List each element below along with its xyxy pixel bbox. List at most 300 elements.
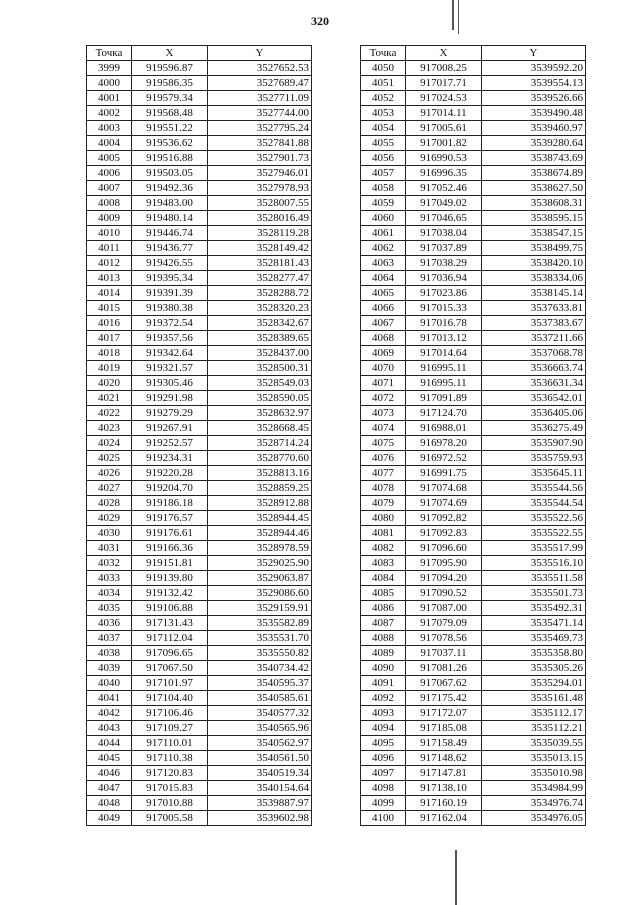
cell-x: 917109.27 xyxy=(132,721,208,736)
cell-y: 3535469.73 xyxy=(482,631,586,646)
table-row xyxy=(361,451,586,466)
cell-x: 919596.87 xyxy=(132,61,208,76)
cell-y: 3535013.15 xyxy=(482,751,586,766)
cell-x: 919321.57 xyxy=(132,361,208,376)
cell-point: 4026 xyxy=(87,466,132,481)
cell-point: 4013 xyxy=(87,271,132,286)
cell-x: 919503.05 xyxy=(132,166,208,181)
cell-y: 3538674.89 xyxy=(482,166,586,181)
cell-point: 4085 xyxy=(361,586,406,601)
table-row xyxy=(361,211,586,226)
table-row xyxy=(87,61,312,76)
cell-point: 4049 xyxy=(87,811,132,826)
cell-point: 4080 xyxy=(361,511,406,526)
table-row xyxy=(87,226,312,241)
cell-y: 3536542.01 xyxy=(482,391,586,406)
cell-y: 3528007.55 xyxy=(208,196,312,211)
table-row xyxy=(361,781,586,796)
cell-point: 4001 xyxy=(87,91,132,106)
cell-point: 4037 xyxy=(87,631,132,646)
cell-y: 3538145.14 xyxy=(482,286,586,301)
table-row xyxy=(87,406,312,421)
cell-point: 4099 xyxy=(361,796,406,811)
cell-x: 917078.56 xyxy=(406,631,482,646)
cell-x: 917038.04 xyxy=(406,226,482,241)
cell-x: 919234.31 xyxy=(132,451,208,466)
cell-y: 3538608.31 xyxy=(482,196,586,211)
scan-artifact-top xyxy=(452,0,454,30)
cell-x: 919551.22 xyxy=(132,121,208,136)
cell-y: 3535582.89 xyxy=(208,616,312,631)
cell-x: 919436.77 xyxy=(132,241,208,256)
cell-x: 917138.10 xyxy=(406,781,482,796)
cell-point: 4030 xyxy=(87,526,132,541)
table-row xyxy=(361,286,586,301)
cell-y: 3527689.47 xyxy=(208,76,312,91)
cell-x: 917014.64 xyxy=(406,346,482,361)
table-row xyxy=(361,466,586,481)
table-row xyxy=(87,811,312,826)
cell-x: 917087.00 xyxy=(406,601,482,616)
cell-point: 4015 xyxy=(87,301,132,316)
cell-y: 3529086.60 xyxy=(208,586,312,601)
cell-point: 4002 xyxy=(87,106,132,121)
cell-y: 3537633.81 xyxy=(482,301,586,316)
table-row xyxy=(87,331,312,346)
cell-x: 919536.62 xyxy=(132,136,208,151)
table-row xyxy=(87,451,312,466)
table-row xyxy=(87,421,312,436)
cell-y: 3535522.55 xyxy=(482,526,586,541)
cell-point: 4071 xyxy=(361,376,406,391)
cell-x: 917052.46 xyxy=(406,181,482,196)
cell-x: 917095.90 xyxy=(406,556,482,571)
cell-point: 4051 xyxy=(361,76,406,91)
cell-x: 917001.82 xyxy=(406,136,482,151)
table-row xyxy=(87,361,312,376)
cell-x: 917049.02 xyxy=(406,196,482,211)
cell-y: 3527841.88 xyxy=(208,136,312,151)
table-row xyxy=(87,526,312,541)
cell-point: 4024 xyxy=(87,436,132,451)
cell-x: 917081.26 xyxy=(406,661,482,676)
cell-x: 919220.28 xyxy=(132,466,208,481)
cell-x: 917067.50 xyxy=(132,661,208,676)
cell-point: 4027 xyxy=(87,481,132,496)
cell-x: 919139.80 xyxy=(132,571,208,586)
cell-x: 916991.75 xyxy=(406,466,482,481)
table-row xyxy=(87,301,312,316)
table-row xyxy=(87,766,312,781)
cell-x: 917162.04 xyxy=(406,811,482,826)
cell-x: 916988.01 xyxy=(406,421,482,436)
cell-y: 3538743.69 xyxy=(482,151,586,166)
cell-x: 919516.88 xyxy=(132,151,208,166)
cell-x: 919579.34 xyxy=(132,91,208,106)
cell-x: 919483.00 xyxy=(132,196,208,211)
table-row xyxy=(87,316,312,331)
cell-x: 917160.19 xyxy=(406,796,482,811)
cell-point: 4052 xyxy=(361,91,406,106)
table-row xyxy=(87,151,312,166)
cell-y: 3540595.37 xyxy=(208,676,312,691)
cell-point: 4070 xyxy=(361,361,406,376)
cell-x: 919132.42 xyxy=(132,586,208,601)
cell-point: 4088 xyxy=(361,631,406,646)
cell-x: 919395.34 xyxy=(132,271,208,286)
cell-y: 3538334.06 xyxy=(482,271,586,286)
cell-x: 917110.38 xyxy=(132,751,208,766)
cell-point: 4081 xyxy=(361,526,406,541)
cell-x: 917023.86 xyxy=(406,286,482,301)
table-row xyxy=(87,706,312,721)
table-row xyxy=(87,661,312,676)
cell-point: 4068 xyxy=(361,331,406,346)
table-row xyxy=(87,511,312,526)
cell-point: 4079 xyxy=(361,496,406,511)
table-row xyxy=(361,406,586,421)
cell-point: 4020 xyxy=(87,376,132,391)
table-row xyxy=(87,121,312,136)
table-row xyxy=(87,256,312,271)
header-x: X xyxy=(406,46,482,61)
table-row xyxy=(87,751,312,766)
cell-point: 4023 xyxy=(87,421,132,436)
coordinates-table-right xyxy=(360,45,586,826)
table-row xyxy=(87,181,312,196)
cell-y: 3528944.45 xyxy=(208,511,312,526)
cell-y: 3540561.50 xyxy=(208,751,312,766)
table-row xyxy=(87,436,312,451)
cell-point: 4038 xyxy=(87,646,132,661)
cell-point: 4089 xyxy=(361,646,406,661)
cell-y: 3527652.53 xyxy=(208,61,312,76)
cell-point: 4021 xyxy=(87,391,132,406)
cell-y: 3535112.21 xyxy=(482,721,586,736)
cell-y: 3528944.46 xyxy=(208,526,312,541)
cell-point: 4082 xyxy=(361,541,406,556)
cell-x: 919176.61 xyxy=(132,526,208,541)
table-row xyxy=(361,616,586,631)
cell-x: 919380.38 xyxy=(132,301,208,316)
cell-y: 3528181.43 xyxy=(208,256,312,271)
cell-y: 3540585.61 xyxy=(208,691,312,706)
table-row xyxy=(361,526,586,541)
cell-y: 3528288.72 xyxy=(208,286,312,301)
cell-y: 3534976.05 xyxy=(482,811,586,826)
table-row xyxy=(87,286,312,301)
cell-y: 3535492.31 xyxy=(482,601,586,616)
cell-x: 917110.01 xyxy=(132,736,208,751)
table-row xyxy=(361,361,586,376)
cell-x: 916990.53 xyxy=(406,151,482,166)
cell-point: 4010 xyxy=(87,226,132,241)
cell-point: 4055 xyxy=(361,136,406,151)
cell-x: 917104.40 xyxy=(132,691,208,706)
cell-point: 4087 xyxy=(361,616,406,631)
table-row xyxy=(87,466,312,481)
cell-x: 917074.68 xyxy=(406,481,482,496)
cell-y: 3534976.74 xyxy=(482,796,586,811)
cell-y: 3536631.34 xyxy=(482,376,586,391)
cell-x: 917046.65 xyxy=(406,211,482,226)
table-header-row xyxy=(361,46,586,61)
header-point: Точка xyxy=(87,46,132,61)
header-point: Точка xyxy=(361,46,406,61)
cell-y: 3540562.97 xyxy=(208,736,312,751)
cell-y: 3528119.28 xyxy=(208,226,312,241)
cell-x: 917010.88 xyxy=(132,796,208,811)
cell-y: 3539490.48 xyxy=(482,106,586,121)
cell-y: 3535161.48 xyxy=(482,691,586,706)
cell-point: 4067 xyxy=(361,316,406,331)
cell-point: 4053 xyxy=(361,106,406,121)
cell-y: 3536275.49 xyxy=(482,421,586,436)
table-row xyxy=(87,376,312,391)
cell-y: 3528859.25 xyxy=(208,481,312,496)
cell-y: 3538420.10 xyxy=(482,256,586,271)
cell-x: 917024.53 xyxy=(406,91,482,106)
cell-y: 3535516.10 xyxy=(482,556,586,571)
table-row xyxy=(87,736,312,751)
cell-point: 4090 xyxy=(361,661,406,676)
cell-point: 4032 xyxy=(87,556,132,571)
cell-point: 4009 xyxy=(87,211,132,226)
cell-point: 4040 xyxy=(87,676,132,691)
table-row xyxy=(87,721,312,736)
table-row xyxy=(87,541,312,556)
cell-x: 919166.36 xyxy=(132,541,208,556)
cell-x: 917008.25 xyxy=(406,61,482,76)
table-row xyxy=(361,151,586,166)
cell-y: 3538547.15 xyxy=(482,226,586,241)
cell-y: 3528668.45 xyxy=(208,421,312,436)
cell-point: 4096 xyxy=(361,751,406,766)
cell-x: 916995.11 xyxy=(406,361,482,376)
cell-point: 4047 xyxy=(87,781,132,796)
cell-x: 917014.11 xyxy=(406,106,482,121)
cell-x: 919372.54 xyxy=(132,316,208,331)
cell-point: 4064 xyxy=(361,271,406,286)
table-row xyxy=(361,316,586,331)
table-row xyxy=(87,391,312,406)
table-row xyxy=(361,166,586,181)
cell-y: 3529025.90 xyxy=(208,556,312,571)
table-row xyxy=(361,811,586,826)
cell-point: 4005 xyxy=(87,151,132,166)
table-row xyxy=(361,706,586,721)
table-row xyxy=(361,256,586,271)
cell-point: 4100 xyxy=(361,811,406,826)
table-row xyxy=(87,106,312,121)
table-row xyxy=(361,481,586,496)
table-row xyxy=(361,631,586,646)
table-row xyxy=(361,196,586,211)
cell-x: 917016.78 xyxy=(406,316,482,331)
table-row xyxy=(87,556,312,571)
table-row xyxy=(87,271,312,286)
cell-x: 916978.20 xyxy=(406,436,482,451)
cell-y: 3540734.42 xyxy=(208,661,312,676)
cell-point: 4014 xyxy=(87,286,132,301)
cell-y: 3540154.64 xyxy=(208,781,312,796)
table-row xyxy=(361,766,586,781)
cell-x: 917005.58 xyxy=(132,811,208,826)
table-row xyxy=(361,136,586,151)
cell-y: 3535645.11 xyxy=(482,466,586,481)
cell-x: 916995.11 xyxy=(406,376,482,391)
cell-x: 919186.18 xyxy=(132,496,208,511)
cell-y: 3538627.50 xyxy=(482,181,586,196)
cell-y: 3535550.82 xyxy=(208,646,312,661)
cell-y: 3528149.42 xyxy=(208,241,312,256)
cell-y: 3527901.73 xyxy=(208,151,312,166)
cell-point: 4069 xyxy=(361,346,406,361)
cell-y: 3535358.80 xyxy=(482,646,586,661)
cell-point: 4000 xyxy=(87,76,132,91)
cell-y: 3535471.14 xyxy=(482,616,586,631)
cell-y: 3528813.16 xyxy=(208,466,312,481)
cell-y: 3527744.00 xyxy=(208,106,312,121)
table-row xyxy=(361,271,586,286)
table-row xyxy=(361,511,586,526)
cell-point: 4078 xyxy=(361,481,406,496)
cell-point: 4073 xyxy=(361,406,406,421)
cell-y: 3539280.64 xyxy=(482,136,586,151)
table-row xyxy=(361,391,586,406)
table-row xyxy=(87,166,312,181)
cell-point: 4012 xyxy=(87,256,132,271)
table-row xyxy=(87,691,312,706)
cell-point: 4076 xyxy=(361,451,406,466)
table-row xyxy=(87,586,312,601)
cell-y: 3527795.24 xyxy=(208,121,312,136)
table-row xyxy=(87,91,312,106)
scan-artifact-top-2 xyxy=(458,0,459,34)
cell-point: 4065 xyxy=(361,286,406,301)
cell-x: 916972.52 xyxy=(406,451,482,466)
table-row xyxy=(361,601,586,616)
cell-x: 919305.46 xyxy=(132,376,208,391)
cell-x: 919342.64 xyxy=(132,346,208,361)
cell-x: 917131.43 xyxy=(132,616,208,631)
cell-x: 917091.89 xyxy=(406,391,482,406)
cell-point: 4083 xyxy=(361,556,406,571)
cell-point: 4029 xyxy=(87,511,132,526)
cell-point: 4004 xyxy=(87,136,132,151)
table-row xyxy=(87,241,312,256)
table-row xyxy=(87,601,312,616)
cell-y: 3528590.05 xyxy=(208,391,312,406)
cell-point: 4093 xyxy=(361,706,406,721)
cell-point: 4041 xyxy=(87,691,132,706)
cell-point: 4056 xyxy=(361,151,406,166)
cell-y: 3528342.67 xyxy=(208,316,312,331)
table-row xyxy=(361,751,586,766)
cell-x: 917067.62 xyxy=(406,676,482,691)
cell-x: 917147.81 xyxy=(406,766,482,781)
cell-y: 3535907.90 xyxy=(482,436,586,451)
cell-point: 4022 xyxy=(87,406,132,421)
table-row xyxy=(361,376,586,391)
cell-y: 3535759.93 xyxy=(482,451,586,466)
cell-x: 917112.04 xyxy=(132,631,208,646)
cell-x: 917005.61 xyxy=(406,121,482,136)
cell-point: 4028 xyxy=(87,496,132,511)
table-row xyxy=(361,106,586,121)
table-row xyxy=(87,676,312,691)
table-row xyxy=(361,736,586,751)
cell-x: 917092.83 xyxy=(406,526,482,541)
cell-y: 3539526.66 xyxy=(482,91,586,106)
cell-x: 919279.29 xyxy=(132,406,208,421)
cell-y: 3539460.97 xyxy=(482,121,586,136)
cell-y: 3535294.01 xyxy=(482,676,586,691)
cell-point: 4063 xyxy=(361,256,406,271)
table-row xyxy=(361,586,586,601)
cell-x: 917092.82 xyxy=(406,511,482,526)
cell-x: 917120.83 xyxy=(132,766,208,781)
cell-x: 917185.08 xyxy=(406,721,482,736)
table-row xyxy=(361,301,586,316)
cell-point: 4025 xyxy=(87,451,132,466)
cell-y: 3528437.00 xyxy=(208,346,312,361)
cell-x: 919568.48 xyxy=(132,106,208,121)
table-row xyxy=(361,226,586,241)
cell-y: 3528016.49 xyxy=(208,211,312,226)
table-row xyxy=(87,481,312,496)
table-header-row xyxy=(87,46,312,61)
cell-y: 3528770.60 xyxy=(208,451,312,466)
cell-point: 4039 xyxy=(87,661,132,676)
cell-y: 3536405.06 xyxy=(482,406,586,421)
cell-y: 3534984.99 xyxy=(482,781,586,796)
cell-y: 3538595.15 xyxy=(482,211,586,226)
cell-point: 4066 xyxy=(361,301,406,316)
cell-point: 4075 xyxy=(361,436,406,451)
cell-point: 4048 xyxy=(87,796,132,811)
table-row xyxy=(361,541,586,556)
cell-x: 917094.20 xyxy=(406,571,482,586)
cell-y: 3537211.66 xyxy=(482,331,586,346)
table-row xyxy=(361,436,586,451)
cell-point: 4045 xyxy=(87,751,132,766)
cell-x: 917036.94 xyxy=(406,271,482,286)
cell-point: 4098 xyxy=(361,781,406,796)
cell-y: 3540565.96 xyxy=(208,721,312,736)
table-row xyxy=(87,781,312,796)
table-row xyxy=(87,346,312,361)
cell-y: 3529063.87 xyxy=(208,571,312,586)
cell-point: 4091 xyxy=(361,676,406,691)
cell-point: 4035 xyxy=(87,601,132,616)
table-row xyxy=(361,676,586,691)
cell-x: 919446.74 xyxy=(132,226,208,241)
cell-point: 4017 xyxy=(87,331,132,346)
table-row xyxy=(87,631,312,646)
table-row xyxy=(87,646,312,661)
table-row xyxy=(87,616,312,631)
coordinates-table-left xyxy=(86,45,312,826)
cell-x: 917037.11 xyxy=(406,646,482,661)
cell-y: 3538499.75 xyxy=(482,241,586,256)
cell-y: 3535517.99 xyxy=(482,541,586,556)
cell-point: 4050 xyxy=(361,61,406,76)
header-y: Y xyxy=(482,46,586,61)
cell-x: 917017.71 xyxy=(406,76,482,91)
table-row xyxy=(361,796,586,811)
cell-point: 4008 xyxy=(87,196,132,211)
